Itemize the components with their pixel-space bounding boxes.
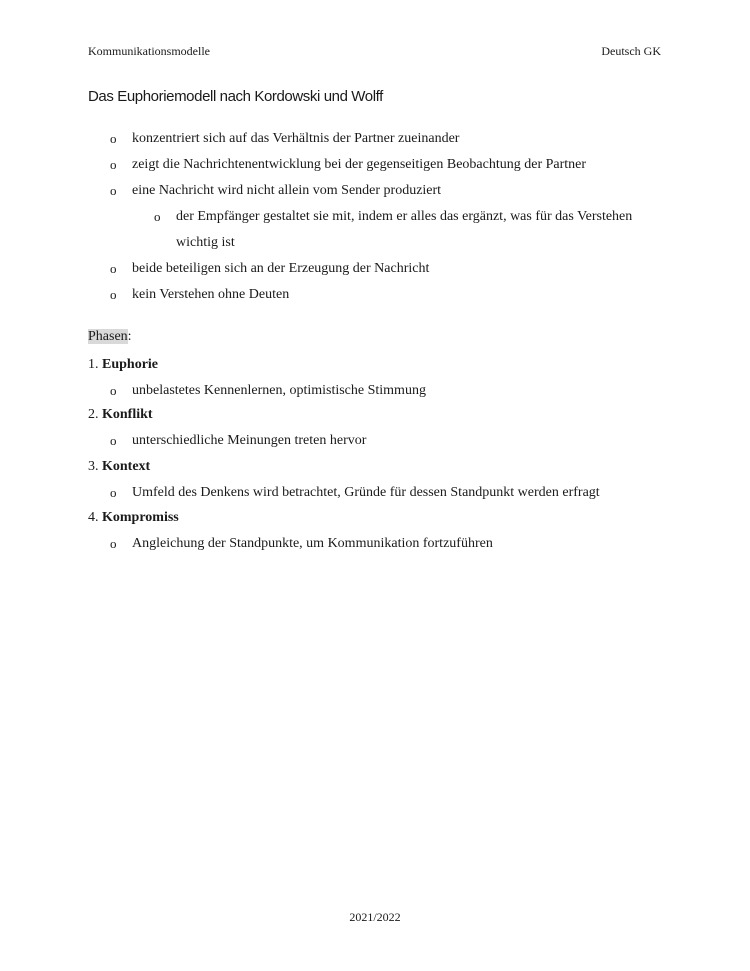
list-item: o konzentriert sich auf das Verhältnis der Partner zueinander	[88, 126, 668, 152]
phase-name: Euphorie	[102, 357, 159, 372]
page-title: Das Euphoriemodell nach Kordowski und Wolff	[88, 88, 383, 105]
phase-block	[88, 456, 688, 504]
circle-bullet-icon: o	[110, 433, 117, 448]
phase-name: Kontext	[102, 459, 151, 474]
bullet-list	[88, 126, 668, 308]
sub-list-item-continuation: wichtig ist	[176, 235, 235, 250]
page-footer: 2021/2022	[349, 910, 401, 924]
circle-bullet-icon: o	[154, 209, 161, 224]
list-item: o zeigt die Nachrichtenentwicklung bei der gegenseitigen Beobachtung der Partner	[88, 152, 668, 178]
phase-number: 1.	[88, 357, 99, 372]
phasen-heading: Phasen:	[88, 329, 132, 344]
phase-name: Kompromiss	[102, 510, 179, 525]
header-right: Deutsch GK	[601, 44, 661, 58]
list-item: o beide beteiligen sich an der Erzeugung der Nachricht	[88, 256, 668, 282]
phase-number: 2.	[88, 407, 99, 422]
list-item: o kein Verstehen ohne Deuten	[88, 282, 668, 308]
circle-bullet-icon: o	[110, 183, 117, 198]
phase-item: Angleichung der Standpunkte, um Kommunikation fortzuführen	[132, 536, 493, 551]
phase-block	[88, 404, 688, 452]
phase-number: 3.	[88, 459, 99, 474]
phase-block	[88, 354, 688, 402]
sub-list-item: o der Empfänger gestaltet sie mit, indem er alles das ergänzt, was für das Verstehen	[88, 204, 668, 230]
circle-bullet-icon: o	[110, 383, 117, 398]
phase-block	[88, 507, 688, 555]
phase-number: 4.	[88, 510, 99, 525]
phasen-label: Phasen	[88, 329, 128, 344]
phase-item: unterschiedliche Meinungen treten hervor	[132, 433, 367, 448]
circle-bullet-icon: o	[110, 261, 117, 276]
circle-bullet-icon: o	[110, 131, 117, 146]
circle-bullet-icon: o	[110, 287, 117, 302]
circle-bullet-icon: o	[110, 485, 117, 500]
phase-item: unbelastetes Kennenlernen, optimistische Stimmung	[132, 383, 426, 398]
list-item: o eine Nachricht wird nicht allein vom Sender produziert	[88, 178, 668, 204]
circle-bullet-icon: o	[110, 536, 117, 551]
phase-name: Konflikt	[102, 407, 153, 422]
circle-bullet-icon: o	[110, 157, 117, 172]
header-left: Kommunikationsmodelle	[88, 44, 210, 58]
phase-item: Umfeld des Denkens wird betrachtet, Gründe für dessen Standpunkt werden erfragt	[132, 485, 600, 500]
